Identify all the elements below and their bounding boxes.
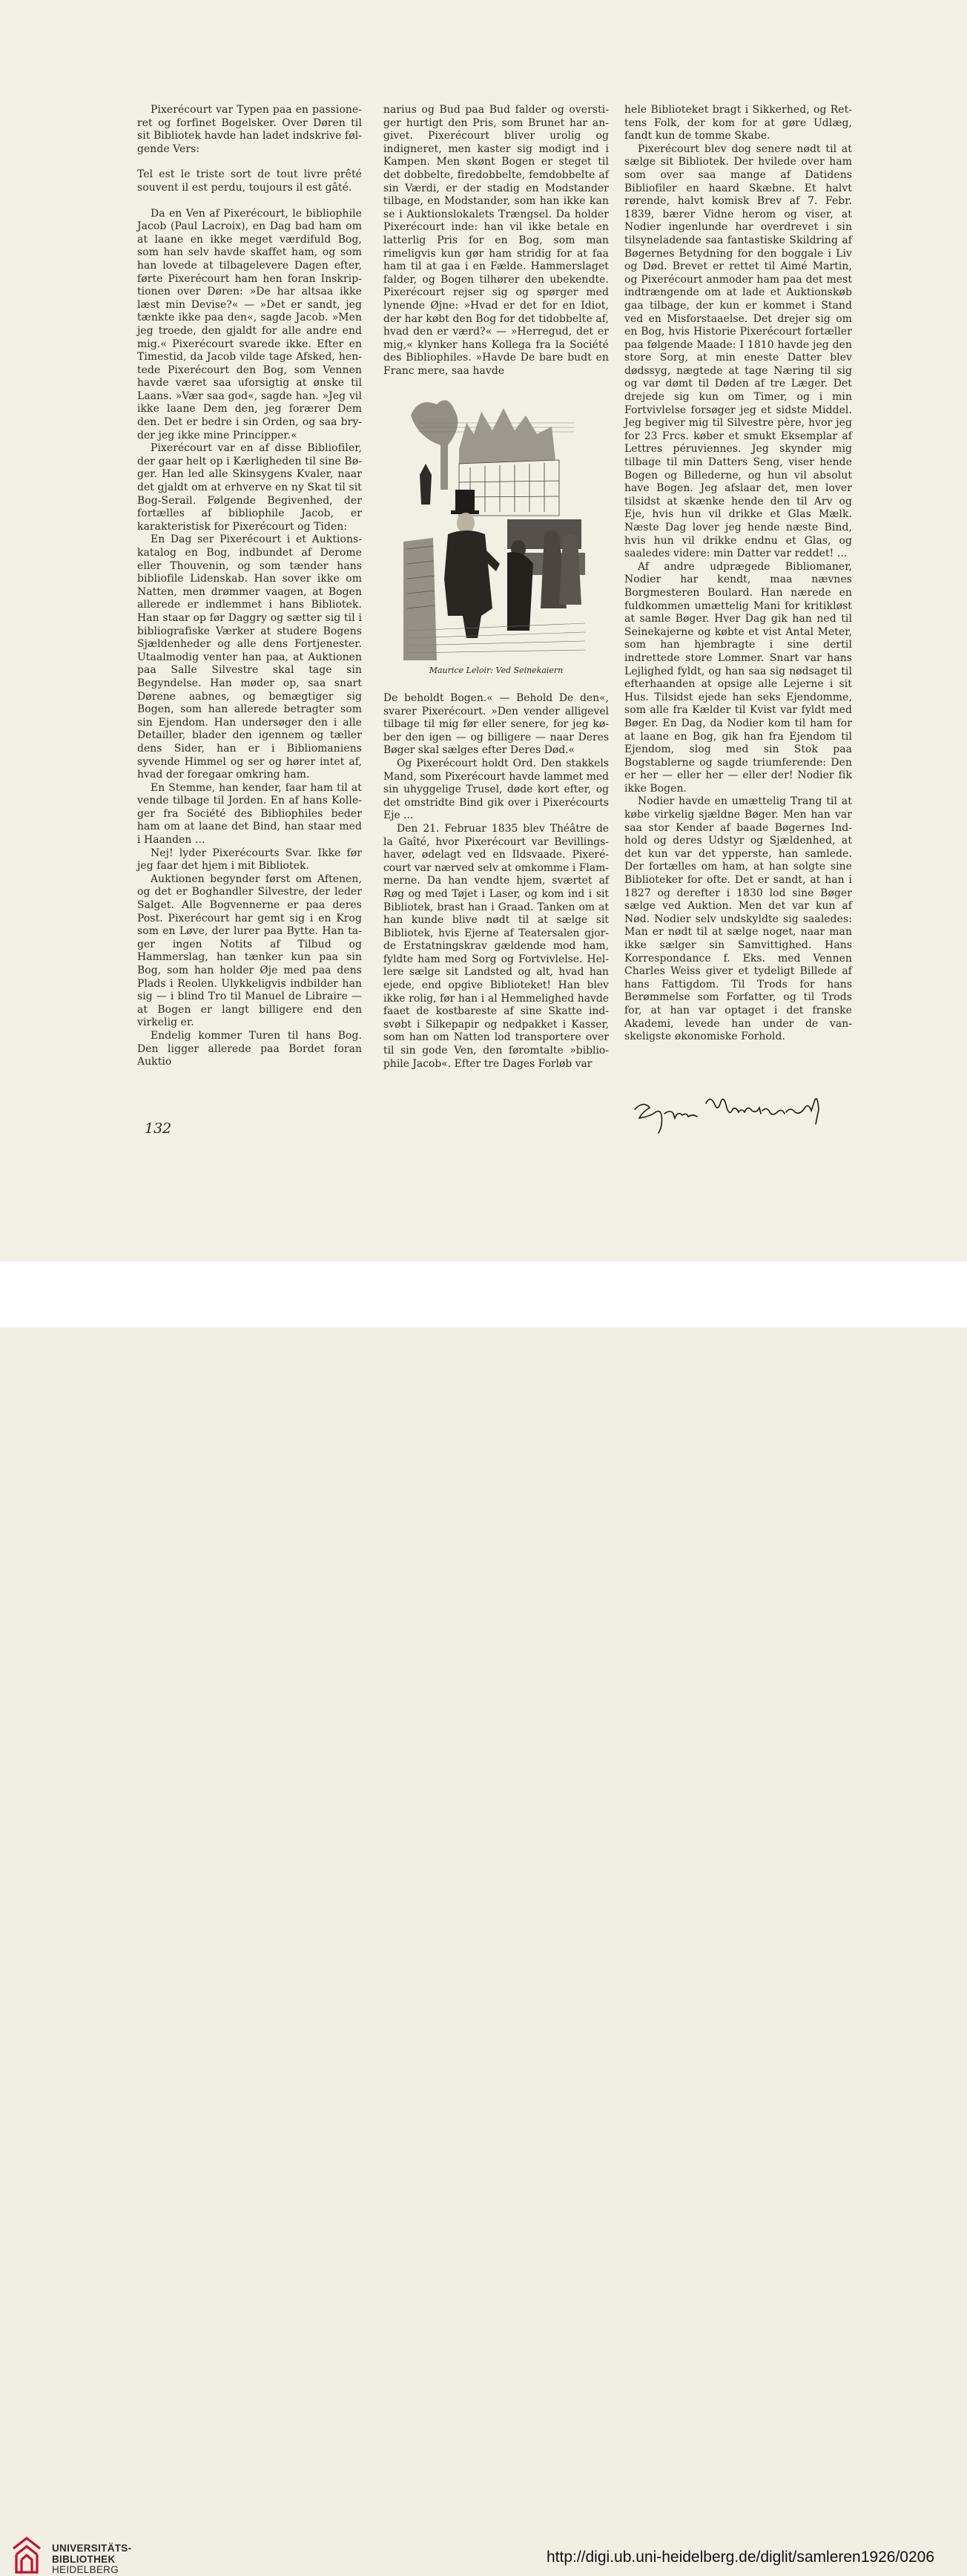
paragraph: Pixerécourt blev dog senere nødt til at sælge sit Bibliotek. Der hvilede over ham som over saa mange af Datidens Bibliofiler en haard Skæbne. Et halvt rørende, halvt komisk Brev af 7. Febr. 1839, bærer Vidne herom og viser, at Nodier ingenlunde har overdrevet i sin tilsyneladende saa fantastiske Skildring af Bøgernes Betydning for den boggale i Liv og Død. Brevet er rettet til Aimé Martin, og Pixerécourt anmoder ham paa det mest indtrængende om at lade et Auktionskøb gaa tilbage, der kun er kommet i Stand ved en Misforstaaelse. Det drejer sig om en Bog, hvis Historie Pixerécourt fortæller paa følgende Maade: I 1810 havde jeg den store Sorg, at min eneste Datter blev dødssyg, nægtede at tage Næring til sig og var dømt til Døden af tre Læger. Det drejede sig kun om Timer, og i min Fortvivlelse forsøger jeg et sidste Middel. Jeg begiver mig til Silvestre père, hvor jeg for 23 Frcs. køber et smukt Eksemplar af Lettres péruviennes. Jeg skynder mig tilbage til min Datters Seng, viser hende Bogen og Billederne, og hun vil absolut have Bogen. Jeg afslaar det, men lover tilsidst at skænke hende den til Arv og Eje, hvis hun vil drikke et Glas Mælk. Næste Dag lover jeg hende næste Bind, hvis hun vil drikke endnu et Glas, og saaledes videre: min Datter var reddet! ... — [624, 142, 852, 560]
paragraph: En Stemme, han kender, faar ham til at vende tilbage til Jorden. En af hans Kolleger fra Société des Bibliophiles beder ham om at laane det Bind, han staar med i Haanden ... — [137, 781, 362, 847]
page-number: 132 — [145, 1120, 172, 1137]
library-name-line-1: UNIVERSITÄTS- — [52, 2543, 132, 2554]
paragraph: Nodier havde en umættelig Trang til at købe virkelig sjældne Bøger. Men han var saa stor Kender af baade Bøgernes Indhold og deres Udstyr og Sjældenhed, at det kun var det ypperste, han samlede. Der fortælles om ham, at han solgte sine Biblioteker for ofte. Det er sandt, at han i 1827 og derefter i 1830 lod sine Bøger sælge ved Auktion. Men det var kun af Nød. Nodier selv undskyldte sig saaledes: Man er nødt til at sælge noget, naar man ikke sælger sin Samvittighed. Hans Korrespondance f. Eks. med Vennen Charles Weiss giver et tydeligt Billede af hans Fattigdom. Til Trods for hans Berømmelse som Forfatter, og til Trods for, at han var optaget i det franske Akademi, levede han under de vanskeligste økonomiske Forhold. — [624, 795, 852, 1043]
paragraph: narius og Bud paa Bud falder og overstiger hurtigt den Pris, som Brunet har angivet. Pixerécourt bliver urolig og indigneret, men kaster sig modigt ind i Kampen. Men skønt Bogen er steget til det dobbelte, firedobbelte, femdobbelte af sin Værdi, er der stadig en Modstander tilbage, en Modstander, som han ikke kan se i Auktionslokalets Trængsel. Da holder Pixerécourt inde: han vil ikke betale en latterlig Pris for en Bog, som man rimeligvis kun gør ham stridig for at faa ham til at gaa i en Fælde. Hammerslaget falder, og Bogen tilhører den ubekendte. Pixerécourt rejser sig og spørger med lynende Øjne: »Hvad er det for en Idiot, der har købt den Bog for det tidobbelte af, hvad den er værd?« — »Herregud, det er mig,« klynker hans Kollega fra la Société des Bibliophiles. »Havde De bare budt en Franc mere, saa havde — [383, 104, 609, 377]
library-name — [52, 2543, 131, 2576]
permalink-url[interactable]: http://digi.ub.uni-heidelberg.de/diglit/samleren1926/0206 — [546, 2549, 934, 2566]
text-column-1 — [137, 104, 362, 1069]
footer-bar — [0, 1261, 967, 2575]
paragraph: Den 21. Februar 1835 blev Théâtre de la Gaîté, hvor Pixerécourt var Bevillingshaver, ødelagt ved en Ildsvaade. Pixerécourt var nærved selv at omkomme i Flammerne. Da han vendte hjem, sværtet af Røg og med Tøjet i Laser, og kom ind i sit Bibliotek, brast han i Graad. Tanken om at han kunde blive nødt til at sælge sit Bibliotek, hvis Ejerne af Teatersalen gjorde Erstatningskrav gældende mod ham, fyldte ham med Sorg og Fortvivlelse. Hellere sælge sit Landsted og alt, hvad han ejede, end opgive Biblioteket! Han blev ikke rolig, før han i al Hemmelighed havde faaet de kostbareste af sine Skatte indsvøbt i Silkepapir og nedpakket i Kasser, som han om Natten lod transportere over til sin gode Ven, den føromtalte »bibliophile Jacob«. Efter tre Dages Forløb var — [383, 822, 609, 1070]
paragraph: Pixerécourt var en af disse Bibliofiler, der gaar helt op i Kærligheden til sine Bøger. Han led alle Skinsygens Kvaler, naar det gjaldt om at erhverve en ny Skat til sit Bog-Serail. Følgende Begivenhed, der fortælles af bibliophile Jacob, er karakteristisk for Pixerécourt og Tiden: — [137, 442, 362, 533]
paragraph: hele Biblioteket bragt i Sikkerhed, og Rettens Folk, der kom for at gøre Udlæg, fandt kun de tomme Skabe. — [624, 104, 852, 142]
paragraph: Auktionen begynder først om Aftenen, og det er Boghandler Silvestre, der leder Salget. Alle Bogvennerne er paa deres Post. Pixerécourt har gemt sig i en Krog som en Løve, der lurer paa Bytte. Han tager ingen Notits af Tilbud og Hammerslag, han tænker kun paa sin Bog, som han holder Øje med paa dens Plads i Reolen. Ulykkeligvis indbilder han sig — i blind Tro til Manuel de Libraire — at Bogen er langt billigere end den virkelig er. — [137, 873, 362, 1029]
paragraph: En Dag ser Pixerécourt i et Auktionskatalog en Bog, indbundet af Derome eller Thouvenin, og som tænder hans bibliofile Lidenskab. Han sover ikke om Natten, men drømmer vaagen, at Bogen allerede er indlemmet i hans Bibliotek. Han staar op før Daggry og sætter sig til i bibliografiske Værker at studere Bogens Sjældenheder og alle dens Fortjenester. Utaalmodig venter han paa, at Auktionen paa Salle Silvestre skal tage sin Begyndelse. Han møder op, saa snart Dørene aabnes, og bemægtiger sig Bogen, som han allerede betragter som sin Ejendom. Han undersøger den i alle Detailler, blader den igennem og tæller dens Sider, han er i Bibliomaniens syvende Himmel og ser og hører intet af, hvad der foregaar omkring ham. — [137, 533, 362, 781]
text-column-2-top — [383, 104, 609, 378]
scanned-page — [0, 0, 967, 1261]
paragraph: Pixerécourt var Typen paa en passioneret og forfinet Bogelsker. Over Døren til sit Bibliotek havde han ladet indskrive følgende Vers: — [137, 104, 362, 155]
illustration-caption: Maurice Leloir: Ved Seinekaiern — [429, 666, 564, 675]
university-library-logo-icon — [10, 2535, 43, 2575]
engraving-illustration — [403, 393, 589, 660]
paragraph: Tel est le triste sort de tout livre prêté souvent il est perdu, toujours il est gâté. — [137, 168, 362, 194]
text-column-3 — [624, 104, 852, 1044]
paragraph: Og Pixerécourt holdt Ord. Den stakkels Mand, som Pixerécourt havde lammet med sin uhyggelige Trusel, døde kort efter, og det omstridte Bind gik over i Pixerécourts Eje ... — [383, 757, 609, 822]
text-column-2-bottom — [383, 692, 609, 1071]
paragraph: Endelig kommer Turen til hans Bog. Den ligger allerede paa Bordet foran Auktio — [137, 1029, 362, 1068]
paragraph: Af andre udprægede Bibliomaner, Nodier har kendt, maa nævnes Borgmesteren Boulard. Han nærede en fuldkommen umættelig Mani for kritikløst at samle Bøger. Hver Dag gik han ned til Seinekajerne og købte et vist Antal Meter, som han hjembragte i sine dertil indrettede store Lommer. Snart var hans Lejlighed fyldt, og han saa sig nødsaget til efterhaanden at opsige alle Lejerne i sit Hus. Tilsidst ejede han seks Ejendomme, som alle fra Kælder til Kvist var fyldt med Bøger. En Dag, da Nodier kom til ham for at laane en Bog, gik han fra Ejendom til Ejendom, slog med sin Stok paa Bogstablerne og sagde triumferende: Den er her — eller her — eller der! Nodier fik ikke Bogen. — [624, 560, 852, 795]
paragraph: De beholdt Bogen.« — Behold De den«, svarer Pixerécourt. »Den vender alligevel tilbage til mig før eller senere, for jeg køber den igen — og billigere — naar Deres Bøger skal sælges efter Deres Død.« — [383, 692, 609, 757]
library-name-line-3: HEIDELBERG — [52, 2564, 119, 2575]
library-name-line-2: BIBLIOTHEK — [52, 2553, 116, 2565]
paragraph: Nej! lyder Pixerécourts Svar. Ikke før jeg faar det hjem i mit Bibliotek. — [137, 847, 362, 873]
paragraph: Da en Ven af Pixerécourt, le bibliophile Jacob (Paul Lacroix), en Dag bad ham om at laane en ikke meget værdifuld Bog, som han selv havde skaffet ham, og som han lovede at tilbagelevere Dagen efter, førte Pixerécourt ham hen foran Inskriptionen over Døren: »De har altsaa ikke læst min Devise?« — »Det er sandt, jeg tænkte ikke paa den«, sagde Jacob. »Men jeg troede, den gjaldt for alle andre end mig.« Pixerécourt svarede ikke. Efter en Timestid, da Jacob vilde tage Afsked, hentede Pixerécourt den Bog, som Vennen havde været saa uforsigtig at ønske til Laans. »Vær saa god«, sagde han. »Jeg vil ikke laane Dem den, jeg forærer Dem den. Det er bedre i sin Orden, og saa bryder jeg ikke mine Principper.« — [137, 207, 362, 441]
handwritten-signature — [629, 1087, 844, 1139]
